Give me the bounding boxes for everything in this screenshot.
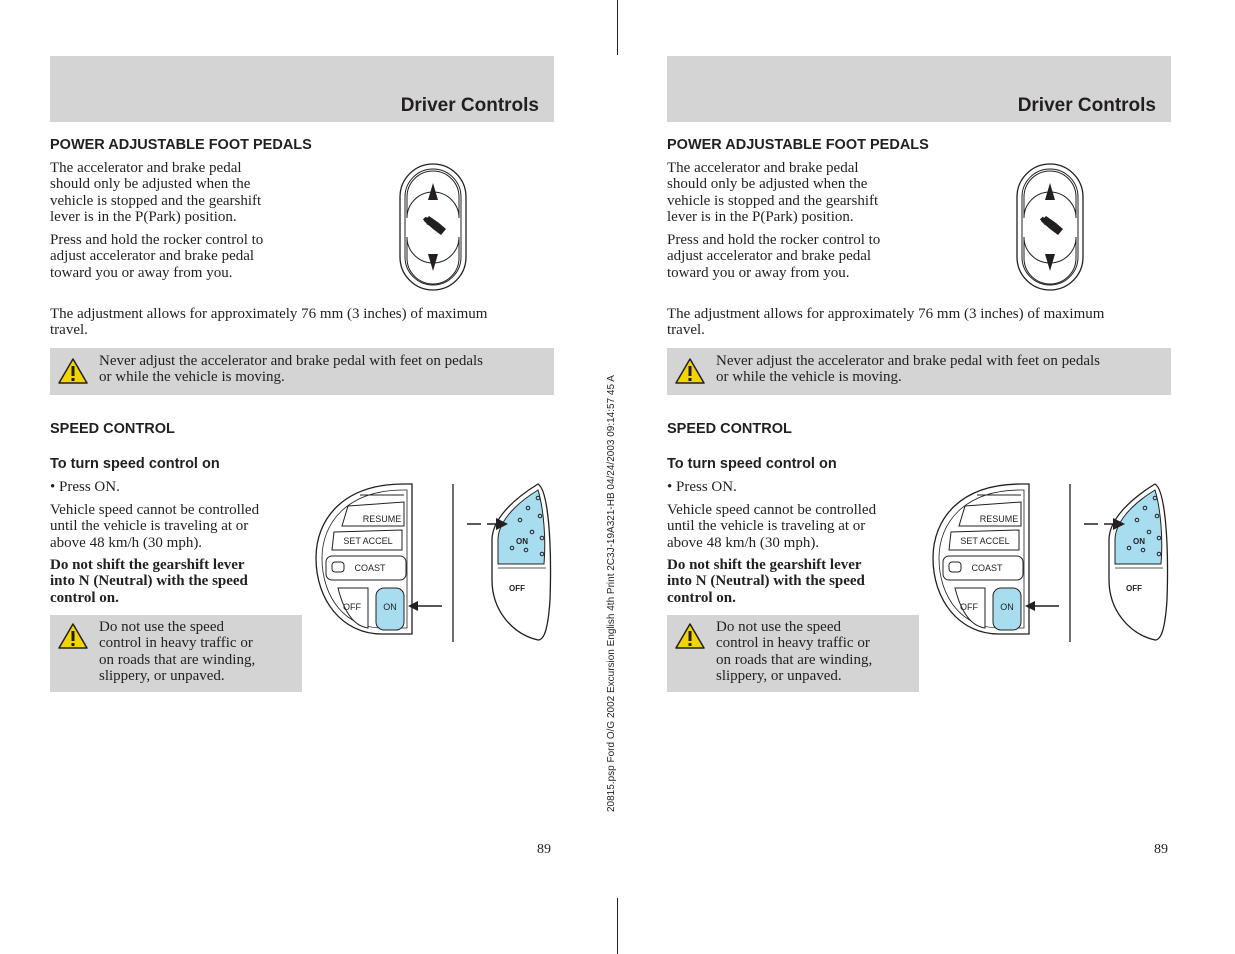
on-label-side: ON [1133,537,1145,546]
text-line: control in heavy traffic or [99,635,253,652]
text-line: on roads that are winding, [716,651,873,668]
text-line: Do not use the speed [99,619,224,635]
page-number: 89 [1154,842,1168,857]
text-line: Never adjust the accelerator and brake pedal with feet on pedals [99,353,483,369]
speed-control-heading: SPEED CONTROL [667,421,792,437]
text-line: The adjustment allows for approximately 76 mm (3 inches) of maximum [50,306,488,322]
off-label: OFF [960,602,978,612]
text-line: adjust accelerator and brake pedal [667,248,872,265]
header-title: Driver Controls [1017,95,1156,116]
on-label-side: ON [516,537,528,546]
off-label: OFF [343,602,361,612]
text-line: should only be adjusted when the [667,176,868,193]
spine-bottom [617,898,618,954]
resume-label: RESUME [362,514,402,524]
text-line: control in heavy traffic or [716,635,870,652]
text-line: until the vehicle is traveling at or [50,518,249,535]
text-line: above 48 km/h (30 mph). [50,534,203,551]
on-label: ON [1000,602,1014,612]
press-on-bullet: • Press ON. [50,479,120,495]
speed-control-switch-icon [929,480,1177,646]
warning-text-pedals [99,353,483,386]
speed-control-switch-icon [312,480,560,646]
text-line: Vehicle speed cannot be controlled [50,502,260,518]
warning-text-pedals [716,353,1100,386]
turn-on-heading: To turn speed control on [50,456,220,472]
text-line: above 48 km/h (30 mph). [667,534,820,551]
text-line: control on. [667,589,736,606]
set-accel-label: SET ACCEL [960,536,1010,546]
text-line: into N (Neutral) with the speed [50,573,248,590]
warning-triangle-icon [57,357,89,385]
warning-box-pedals [667,348,1171,395]
right-page [667,0,1227,954]
pedals-heading: POWER ADJUSTABLE FOOT PEDALS [50,137,312,153]
text-line: until the vehicle is traveling at or [667,518,866,535]
text-line: Do not shift the gearshift lever [667,557,862,573]
text-line: slippery, or unpaved. [716,668,842,685]
text-line: on roads that are winding, [99,651,256,668]
press-on-bullet: • Press ON. [667,479,737,495]
on-label: ON [383,602,397,612]
turn-on-heading: To turn speed control on [667,456,837,472]
text-line: The adjustment allows for approximately 76 mm (3 inches) of maximum [667,306,1105,322]
text-line: Do not use the speed [716,619,841,635]
pedals-paragraph-1 [667,160,878,226]
text-line: control on. [50,589,119,606]
text-line: The accelerator and brake pedal [667,160,859,176]
adjustment-text [50,306,487,339]
text-line: Vehicle speed cannot be controlled [667,502,877,518]
off-label-side: OFF [509,584,525,593]
coast-label: COAST [354,563,386,573]
text-line: or while the vehicle is moving. [716,369,902,386]
text-line: Press and hold the rocker control to [667,232,881,248]
text-line: toward you or away from you. [50,264,233,281]
speed-control-heading: SPEED CONTROL [50,421,175,437]
spine-top [617,0,618,55]
text-line: Press and hold the rocker control to [50,232,264,248]
speed-paragraph [50,502,259,551]
adjustment-text [667,306,1104,339]
pedals-paragraph-2 [50,232,263,281]
text-line: Never adjust the accelerator and brake pedal with feet on pedals [716,353,1100,369]
pedals-paragraph-1 [50,160,261,226]
page-header [50,56,554,122]
text-line: lever is in the P(Park) position. [50,209,237,226]
text-line: vehicle is stopped and the gearshift [667,192,879,209]
print-info-vertical: 20815.psp Ford O/G 2002 Excursion English 4th Print 2C3J-19A321-HB 04/24/2003 09:14:57 45 A [606,375,617,812]
left-page [50,0,610,954]
page-header [667,56,1171,122]
warning-box-speed [667,615,919,692]
warning-triangle-icon [674,357,706,385]
warning-box-pedals [50,348,554,395]
pedal-rocker-switch-icon [399,163,471,293]
pedals-paragraph-2 [667,232,880,281]
text-line: vehicle is stopped and the gearshift [50,192,262,209]
text-line: Do not shift the gearshift lever [50,557,245,573]
coast-label: COAST [971,563,1003,573]
page-number: 89 [537,842,551,857]
speed-paragraph [667,502,876,551]
text-line: slippery, or unpaved. [99,668,225,685]
neutral-warning-bold [667,557,865,606]
set-accel-label: SET ACCEL [343,536,393,546]
off-label-side: OFF [1126,584,1142,593]
header-title: Driver Controls [400,95,539,116]
resume-label: RESUME [979,514,1019,524]
text-line: travel. [50,322,88,339]
warning-text-speed [57,619,255,685]
text-line: toward you or away from you. [667,264,850,281]
text-line: or while the vehicle is moving. [99,369,285,386]
warning-text-speed [674,619,872,685]
warning-box-speed [50,615,302,692]
text-line: The accelerator and brake pedal [50,160,242,176]
neutral-warning-bold [50,557,248,606]
text-line: should only be adjusted when the [50,176,251,193]
pedal-rocker-switch-icon [1016,163,1088,293]
text-line: into N (Neutral) with the speed [667,573,865,590]
text-line: travel. [667,322,705,339]
pedals-heading: POWER ADJUSTABLE FOOT PEDALS [667,137,929,153]
text-line: adjust accelerator and brake pedal [50,248,255,265]
text-line: lever is in the P(Park) position. [667,209,854,226]
